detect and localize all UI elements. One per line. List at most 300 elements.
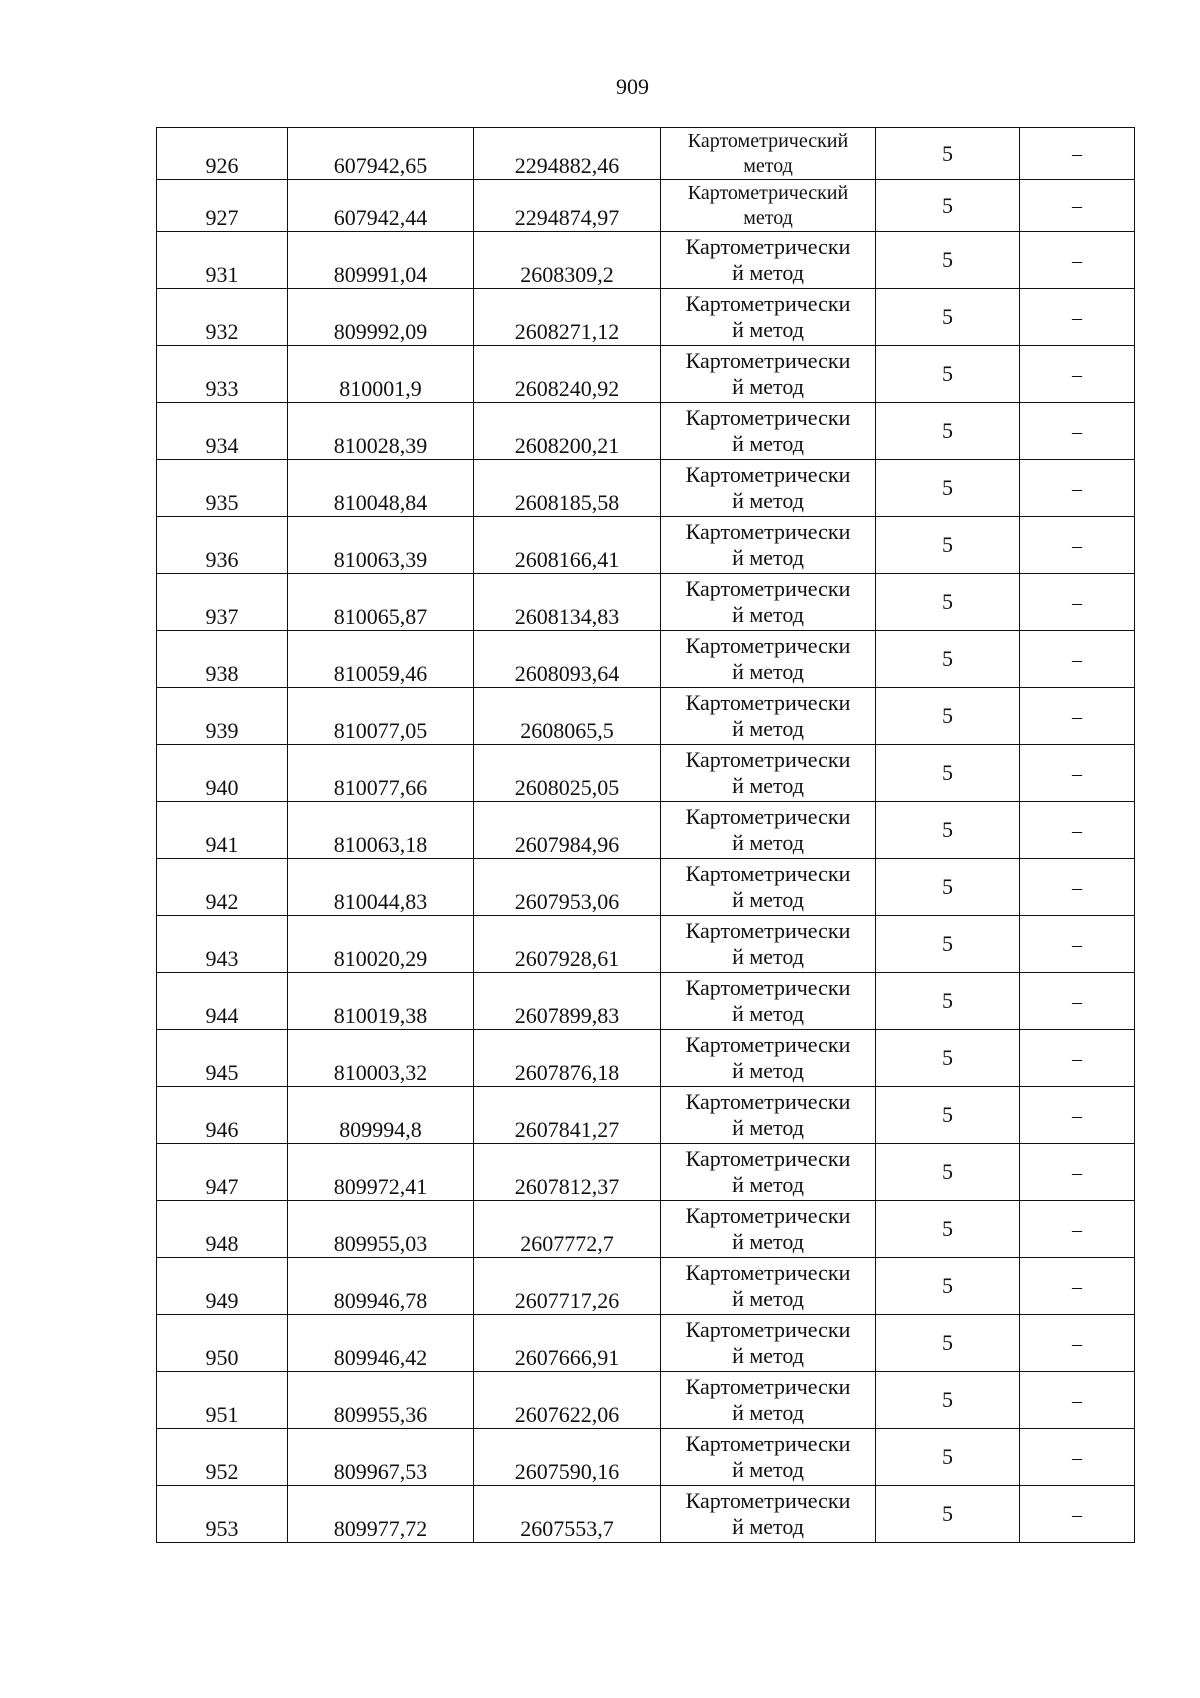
method-line-1: Картометрически bbox=[685, 1032, 851, 1057]
method-cell bbox=[661, 1315, 876, 1372]
y-coordinate-cell bbox=[474, 688, 661, 745]
x-coordinate-cell bbox=[288, 180, 474, 232]
description-cell bbox=[1020, 1201, 1135, 1258]
method-line-2: й метод bbox=[732, 602, 804, 627]
table-row bbox=[157, 1315, 1135, 1372]
y-coordinate-cell bbox=[474, 916, 661, 973]
method-cell bbox=[661, 1144, 876, 1201]
accuracy-cell bbox=[876, 973, 1020, 1030]
x-coordinate-cell-value: 809955,36 bbox=[333, 1402, 428, 1427]
point-number-cell-value: 926 bbox=[205, 153, 239, 178]
point-number-cell-value: 927 bbox=[205, 205, 239, 230]
dash-mark: – bbox=[1072, 591, 1082, 614]
dash-mark: – bbox=[1072, 306, 1082, 329]
method-line-2: й метод bbox=[732, 1286, 804, 1311]
x-coordinate-cell-value: 809946,78 bbox=[333, 1288, 428, 1313]
y-coordinate-cell-value: 2607812,37 bbox=[514, 1174, 620, 1199]
method-cell bbox=[661, 128, 876, 180]
y-coordinate-cell-value: 2607590,16 bbox=[514, 1459, 620, 1484]
accuracy-cell bbox=[876, 1030, 1020, 1087]
accuracy-cell-value: 5 bbox=[942, 192, 953, 218]
dash-mark: – bbox=[1072, 876, 1082, 899]
y-coordinate-cell bbox=[474, 1315, 661, 1372]
method-cell bbox=[661, 1030, 876, 1087]
table-row bbox=[157, 688, 1135, 745]
table-row bbox=[157, 289, 1135, 346]
dash-mark: – bbox=[1072, 819, 1082, 842]
point-number-cell-value: 944 bbox=[205, 1003, 239, 1028]
accuracy-cell-value: 5 bbox=[942, 418, 953, 443]
y-coordinate-cell bbox=[474, 180, 661, 232]
table-row bbox=[157, 1372, 1135, 1429]
table-row bbox=[157, 1486, 1135, 1543]
table-row bbox=[157, 745, 1135, 802]
method-cell bbox=[661, 574, 876, 631]
dash-mark: – bbox=[1072, 1104, 1082, 1127]
point-number-cell-value: 931 bbox=[205, 262, 239, 287]
x-coordinate-cell bbox=[288, 1315, 474, 1372]
x-coordinate-cell-value: 810003,32 bbox=[333, 1060, 428, 1085]
x-coordinate-cell bbox=[288, 289, 474, 346]
coordinates-table bbox=[156, 127, 1135, 1543]
point-number-cell bbox=[157, 180, 288, 232]
point-number-cell bbox=[157, 1429, 288, 1486]
dash-mark: – bbox=[1072, 705, 1082, 728]
x-coordinate-cell bbox=[288, 973, 474, 1030]
point-number-cell bbox=[157, 1315, 288, 1372]
y-coordinate-cell-value: 2608093,64 bbox=[514, 661, 620, 686]
accuracy-cell-value: 5 bbox=[942, 589, 953, 614]
point-number-cell-value: 938 bbox=[205, 661, 239, 686]
table-row bbox=[157, 346, 1135, 403]
point-number-cell-value: 946 bbox=[205, 1117, 239, 1142]
accuracy-cell-value: 5 bbox=[942, 703, 953, 728]
accuracy-cell-value: 5 bbox=[942, 874, 953, 899]
method-cell bbox=[661, 859, 876, 916]
dash-mark: – bbox=[1072, 363, 1082, 386]
method-line-1: Картометрически bbox=[685, 918, 851, 943]
accuracy-cell-value: 5 bbox=[942, 1330, 953, 1355]
point-number-cell bbox=[157, 346, 288, 403]
x-coordinate-cell bbox=[288, 1030, 474, 1087]
accuracy-cell-value: 5 bbox=[942, 361, 953, 386]
y-coordinate-cell bbox=[474, 1372, 661, 1429]
x-coordinate-cell-value: 809991,04 bbox=[333, 262, 428, 287]
method-cell bbox=[661, 460, 876, 517]
description-cell bbox=[1020, 460, 1135, 517]
method-line-2: метод bbox=[743, 154, 793, 177]
y-coordinate-cell bbox=[474, 973, 661, 1030]
method-cell bbox=[661, 916, 876, 973]
description-cell bbox=[1020, 1258, 1135, 1315]
method-line-1: Картометрически bbox=[685, 690, 851, 715]
y-coordinate-cell bbox=[474, 346, 661, 403]
method-cell bbox=[661, 289, 876, 346]
method-cell bbox=[661, 745, 876, 802]
x-coordinate-cell-value: 810063,39 bbox=[333, 547, 428, 572]
y-coordinate-cell bbox=[474, 574, 661, 631]
x-coordinate-cell-value: 810077,05 bbox=[333, 718, 428, 743]
table-row bbox=[157, 1429, 1135, 1486]
method-line-2: метод bbox=[743, 206, 793, 229]
dash-mark: – bbox=[1072, 1446, 1082, 1469]
description-cell bbox=[1020, 1429, 1135, 1486]
accuracy-cell-value: 5 bbox=[942, 988, 953, 1013]
method-cell bbox=[661, 1258, 876, 1315]
dash-mark: – bbox=[1072, 195, 1082, 217]
method-line-1: Картометрически bbox=[685, 462, 851, 487]
description-cell bbox=[1020, 688, 1135, 745]
x-coordinate-cell bbox=[288, 346, 474, 403]
y-coordinate-cell bbox=[474, 128, 661, 180]
method-line-1: Картометрический bbox=[687, 181, 849, 204]
y-coordinate-cell-value: 2607899,83 bbox=[514, 1003, 620, 1028]
table-row bbox=[157, 403, 1135, 460]
y-coordinate-cell bbox=[474, 517, 661, 574]
dash-mark: – bbox=[1072, 1332, 1082, 1355]
description-cell bbox=[1020, 128, 1135, 180]
table-row bbox=[157, 1087, 1135, 1144]
accuracy-cell bbox=[876, 128, 1020, 180]
point-number-cell bbox=[157, 688, 288, 745]
y-coordinate-cell bbox=[474, 1030, 661, 1087]
method-line-1: Картометрически bbox=[685, 1488, 851, 1513]
method-line-2: й метод bbox=[732, 944, 804, 969]
y-coordinate-cell bbox=[474, 1258, 661, 1315]
accuracy-cell-value: 5 bbox=[942, 931, 953, 956]
y-coordinate-cell-value: 2608025,05 bbox=[514, 775, 620, 800]
y-coordinate-cell-value: 2608200,21 bbox=[514, 433, 620, 458]
method-line-2: й метод bbox=[732, 1343, 804, 1368]
coordinates-table-body bbox=[157, 128, 1135, 1543]
accuracy-cell bbox=[876, 1315, 1020, 1372]
accuracy-cell-value: 5 bbox=[942, 1159, 953, 1184]
description-cell bbox=[1020, 517, 1135, 574]
x-coordinate-cell-value: 810048,84 bbox=[333, 490, 428, 515]
point-number-cell bbox=[157, 574, 288, 631]
x-coordinate-cell-value: 810063,18 bbox=[333, 832, 428, 857]
point-number-cell bbox=[157, 460, 288, 517]
point-number-cell-value: 945 bbox=[205, 1060, 239, 1085]
table-row bbox=[157, 631, 1135, 688]
method-line-2: й метод bbox=[732, 260, 804, 285]
dash-mark: – bbox=[1072, 990, 1082, 1013]
point-number-cell bbox=[157, 859, 288, 916]
description-cell bbox=[1020, 745, 1135, 802]
accuracy-cell bbox=[876, 1087, 1020, 1144]
point-number-cell bbox=[157, 403, 288, 460]
description-cell bbox=[1020, 631, 1135, 688]
accuracy-cell-value: 5 bbox=[942, 760, 953, 785]
description-cell bbox=[1020, 1144, 1135, 1201]
method-line-1: Картометрически bbox=[685, 405, 851, 430]
y-coordinate-cell-value: 2607622,06 bbox=[514, 1402, 620, 1427]
table-row bbox=[157, 859, 1135, 916]
description-cell bbox=[1020, 916, 1135, 973]
point-number-cell bbox=[157, 1372, 288, 1429]
accuracy-cell bbox=[876, 745, 1020, 802]
x-coordinate-cell bbox=[288, 460, 474, 517]
y-coordinate-cell-value: 2608271,12 bbox=[514, 319, 620, 344]
y-coordinate-cell-value: 2607876,18 bbox=[514, 1060, 620, 1085]
point-number-cell bbox=[157, 232, 288, 289]
accuracy-cell-value: 5 bbox=[942, 1102, 953, 1127]
y-coordinate-cell-value: 2608166,41 bbox=[514, 547, 620, 572]
method-line-2: й метод bbox=[732, 773, 804, 798]
page-number: 909 bbox=[616, 74, 649, 99]
method-line-1: Картометрически bbox=[685, 576, 851, 601]
method-line-2: й метод bbox=[732, 1001, 804, 1026]
method-cell bbox=[661, 1372, 876, 1429]
point-number-cell-value: 952 bbox=[205, 1459, 239, 1484]
accuracy-cell-value: 5 bbox=[942, 1045, 953, 1070]
accuracy-cell-value: 5 bbox=[942, 1387, 953, 1412]
method-cell bbox=[661, 1087, 876, 1144]
description-cell bbox=[1020, 232, 1135, 289]
x-coordinate-cell bbox=[288, 688, 474, 745]
x-coordinate-cell-value: 810020,29 bbox=[333, 946, 428, 971]
y-coordinate-cell bbox=[474, 859, 661, 916]
table-row bbox=[157, 916, 1135, 973]
description-cell bbox=[1020, 574, 1135, 631]
description-cell bbox=[1020, 1030, 1135, 1087]
y-coordinate-cell bbox=[474, 403, 661, 460]
method-line-1: Картометрически bbox=[685, 1431, 851, 1456]
y-coordinate-cell-value: 2294882,46 bbox=[514, 153, 620, 178]
point-number-cell-value: 953 bbox=[205, 1516, 239, 1541]
method-line-1: Картометрически bbox=[685, 519, 851, 544]
x-coordinate-cell bbox=[288, 916, 474, 973]
x-coordinate-cell bbox=[288, 859, 474, 916]
point-number-cell-value: 941 bbox=[205, 832, 239, 857]
method-line-2: й метод bbox=[732, 1115, 804, 1140]
point-number-cell bbox=[157, 1144, 288, 1201]
method-line-1: Картометрически bbox=[685, 1146, 851, 1171]
x-coordinate-cell-value: 810028,39 bbox=[333, 433, 428, 458]
x-coordinate-cell-value: 809977,72 bbox=[333, 1516, 428, 1541]
method-line-2: й метод bbox=[732, 545, 804, 570]
point-number-cell-value: 947 bbox=[205, 1174, 239, 1199]
x-coordinate-cell-value: 809992,09 bbox=[333, 319, 428, 344]
y-coordinate-cell-value: 2608309,2 bbox=[520, 262, 614, 287]
accuracy-cell bbox=[876, 1486, 1020, 1543]
description-cell bbox=[1020, 403, 1135, 460]
point-number-cell bbox=[157, 745, 288, 802]
method-cell bbox=[661, 631, 876, 688]
accuracy-cell bbox=[876, 916, 1020, 973]
y-coordinate-cell-value: 2607772,7 bbox=[520, 1231, 614, 1256]
point-number-cell-value: 949 bbox=[205, 1288, 239, 1313]
x-coordinate-cell-value: 809972,41 bbox=[333, 1174, 428, 1199]
accuracy-cell bbox=[876, 346, 1020, 403]
point-number-cell bbox=[157, 128, 288, 180]
x-coordinate-cell bbox=[288, 1486, 474, 1543]
point-number-cell-value: 942 bbox=[205, 889, 239, 914]
accuracy-cell bbox=[876, 859, 1020, 916]
method-cell bbox=[661, 403, 876, 460]
table-row bbox=[157, 574, 1135, 631]
method-line-2: й метод bbox=[732, 1457, 804, 1482]
x-coordinate-cell-value: 810044,83 bbox=[333, 889, 428, 914]
table-row bbox=[157, 1258, 1135, 1315]
description-cell bbox=[1020, 859, 1135, 916]
method-line-1: Картометрически bbox=[685, 975, 851, 1000]
method-cell bbox=[661, 1486, 876, 1543]
table-row bbox=[157, 460, 1135, 517]
method-line-2: й метод bbox=[732, 1229, 804, 1254]
accuracy-cell-value: 5 bbox=[942, 1273, 953, 1298]
x-coordinate-cell bbox=[288, 1372, 474, 1429]
method-line-1: Картометрически bbox=[685, 1203, 851, 1228]
method-line-1: Картометрически bbox=[685, 291, 851, 316]
method-line-2: й метод bbox=[732, 1172, 804, 1197]
point-number-cell-value: 933 bbox=[205, 376, 239, 401]
accuracy-cell-value: 5 bbox=[942, 304, 953, 329]
accuracy-cell bbox=[876, 1144, 1020, 1201]
dash-mark: – bbox=[1072, 1275, 1082, 1298]
x-coordinate-cell bbox=[288, 1429, 474, 1486]
method-line-1: Картометрически bbox=[685, 633, 851, 658]
point-number-cell bbox=[157, 1258, 288, 1315]
dash-mark: – bbox=[1072, 762, 1082, 785]
y-coordinate-cell-value: 2608065,5 bbox=[520, 718, 614, 743]
point-number-cell bbox=[157, 973, 288, 1030]
method-cell bbox=[661, 688, 876, 745]
y-coordinate-cell-value: 2607841,27 bbox=[514, 1117, 620, 1142]
method-line-2: й метод bbox=[732, 317, 804, 342]
accuracy-cell-value: 5 bbox=[942, 817, 953, 842]
accuracy-cell-value: 5 bbox=[942, 1216, 953, 1241]
dash-mark: – bbox=[1072, 249, 1082, 272]
x-coordinate-cell bbox=[288, 232, 474, 289]
table-row bbox=[157, 973, 1135, 1030]
accuracy-cell bbox=[876, 403, 1020, 460]
x-coordinate-cell bbox=[288, 1201, 474, 1258]
point-number-cell bbox=[157, 1087, 288, 1144]
y-coordinate-cell bbox=[474, 1429, 661, 1486]
y-coordinate-cell-value: 2607717,26 bbox=[514, 1288, 620, 1313]
y-coordinate-cell bbox=[474, 802, 661, 859]
description-cell bbox=[1020, 1087, 1135, 1144]
dash-mark: – bbox=[1072, 1218, 1082, 1241]
dash-mark: – bbox=[1072, 933, 1082, 956]
x-coordinate-cell-value: 810077,66 bbox=[333, 775, 428, 800]
table-row bbox=[157, 128, 1135, 180]
table-row bbox=[157, 180, 1135, 232]
method-line-1: Картометрически bbox=[685, 1089, 851, 1114]
y-coordinate-cell bbox=[474, 1144, 661, 1201]
method-cell bbox=[661, 1429, 876, 1486]
x-coordinate-cell bbox=[288, 574, 474, 631]
y-coordinate-cell-value: 2608240,92 bbox=[514, 376, 620, 401]
table-row bbox=[157, 1144, 1135, 1201]
point-number-cell-value: 950 bbox=[205, 1345, 239, 1370]
x-coordinate-cell bbox=[288, 745, 474, 802]
dash-mark: – bbox=[1072, 1161, 1082, 1184]
point-number-cell bbox=[157, 1201, 288, 1258]
y-coordinate-cell-value: 2294874,97 bbox=[514, 205, 620, 230]
x-coordinate-cell-value: 607942,44 bbox=[333, 205, 428, 230]
accuracy-cell bbox=[876, 460, 1020, 517]
point-number-cell-value: 934 bbox=[205, 433, 239, 458]
point-number-cell bbox=[157, 631, 288, 688]
point-number-cell bbox=[157, 916, 288, 973]
method-line-1: Картометрически bbox=[685, 234, 851, 259]
y-coordinate-cell-value: 2607953,06 bbox=[514, 889, 620, 914]
description-cell bbox=[1020, 973, 1135, 1030]
x-coordinate-cell bbox=[288, 1144, 474, 1201]
method-line-2: й метод bbox=[732, 1058, 804, 1083]
accuracy-cell bbox=[876, 289, 1020, 346]
point-number-cell-value: 937 bbox=[205, 604, 239, 629]
description-cell bbox=[1020, 180, 1135, 232]
method-line-2: й метод bbox=[732, 374, 804, 399]
point-number-cell bbox=[157, 289, 288, 346]
x-coordinate-cell-value: 809955,03 bbox=[333, 1231, 428, 1256]
method-cell bbox=[661, 517, 876, 574]
accuracy-cell-value: 5 bbox=[942, 1444, 953, 1469]
x-coordinate-cell-value: 810001,9 bbox=[339, 376, 422, 401]
y-coordinate-cell bbox=[474, 1486, 661, 1543]
method-line-2: й метод bbox=[732, 488, 804, 513]
accuracy-cell bbox=[876, 1429, 1020, 1486]
point-number-cell-value: 940 bbox=[205, 775, 239, 800]
accuracy-cell bbox=[876, 517, 1020, 574]
y-coordinate-cell-value: 2607553,7 bbox=[520, 1516, 614, 1541]
y-coordinate-cell bbox=[474, 460, 661, 517]
dash-mark: – bbox=[1072, 648, 1082, 671]
accuracy-cell-value: 5 bbox=[942, 646, 953, 671]
y-coordinate-cell bbox=[474, 631, 661, 688]
point-number-cell-value: 932 bbox=[205, 319, 239, 344]
point-number-cell bbox=[157, 802, 288, 859]
x-coordinate-cell-value: 607942,65 bbox=[333, 153, 428, 178]
point-number-cell-value: 951 bbox=[205, 1402, 239, 1427]
point-number-cell bbox=[157, 1486, 288, 1543]
description-cell bbox=[1020, 1372, 1135, 1429]
y-coordinate-cell-value: 2607928,61 bbox=[514, 946, 620, 971]
method-cell bbox=[661, 346, 876, 403]
method-line-2: й метод bbox=[732, 431, 804, 456]
method-line-2: й метод bbox=[732, 716, 804, 741]
method-cell bbox=[661, 973, 876, 1030]
method-line-1: Картометрически bbox=[685, 861, 851, 886]
method-line-2: й метод bbox=[732, 659, 804, 684]
point-number-cell-value: 935 bbox=[205, 490, 239, 515]
x-coordinate-cell-value: 810059,46 bbox=[333, 661, 428, 686]
accuracy-cell-value: 5 bbox=[942, 140, 953, 166]
point-number-cell-value: 939 bbox=[205, 718, 239, 743]
method-cell bbox=[661, 232, 876, 289]
method-cell bbox=[661, 802, 876, 859]
table-row bbox=[157, 1030, 1135, 1087]
x-coordinate-cell bbox=[288, 403, 474, 460]
point-number-cell bbox=[157, 517, 288, 574]
accuracy-cell bbox=[876, 1258, 1020, 1315]
dash-mark: – bbox=[1072, 1047, 1082, 1070]
y-coordinate-cell bbox=[474, 289, 661, 346]
accuracy-cell bbox=[876, 1372, 1020, 1429]
table-row bbox=[157, 232, 1135, 289]
description-cell bbox=[1020, 346, 1135, 403]
accuracy-cell bbox=[876, 180, 1020, 232]
point-number-cell-value: 936 bbox=[205, 547, 239, 572]
method-line-1: Картометрически bbox=[685, 747, 851, 772]
x-coordinate-cell-value: 810019,38 bbox=[333, 1003, 428, 1028]
y-coordinate-cell-value: 2608134,83 bbox=[514, 604, 620, 629]
point-number-cell-value: 943 bbox=[205, 946, 239, 971]
x-coordinate-cell-value: 810065,87 bbox=[333, 604, 428, 629]
